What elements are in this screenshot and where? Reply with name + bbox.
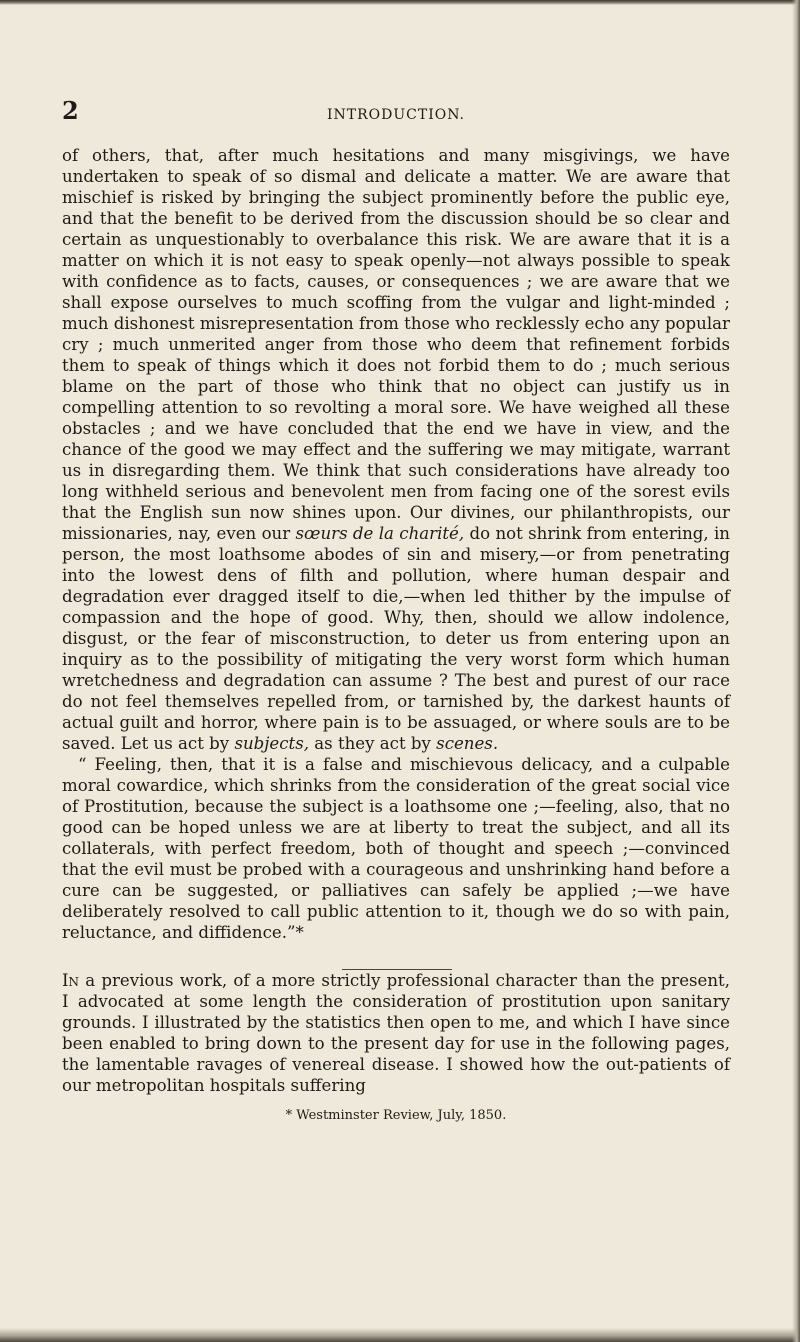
page-header: [62, 96, 730, 130]
page-edge: [0, 1328, 800, 1342]
paragraph-text: do not shrink from entering, in person, the most loathsome abodes of sin and misery,—or from penetrating into the lowest dens of filth and pollution, where human despair and degradation ever dragged itself to die,—when led thither by the impulse of compassion and the hope of good. Why, then, should we allow indolence, disgust, or the fear of misconstruction, to deter us from entering upon an inquiry as to the possibility of mitigating the very worst form which human wretchedness and degradation can assume ? The best and purest of our race do not feel themselves repelled from, or tarnished by, the darkest haunts of actual guilt and horror, where pain is to be assuaged, or where souls are to be saved. Let us act by: [62, 524, 730, 753]
paragraph-text: as they act by: [308, 734, 437, 753]
paragraph-continued: [62, 145, 730, 754]
paragraph-new-section: [62, 970, 730, 1096]
small-caps-lead: In: [62, 971, 80, 990]
italic-phrase: scenes.: [436, 734, 499, 753]
page-body: [62, 145, 730, 1124]
page-number: 2: [62, 96, 79, 125]
paragraph-text: a previous work, of a more strictly professional character than the present, I advocated at some length the consideration of prostitution upon sanitary grounds. I illustrated by the statistics then open to me, and which I have since been enabled to bring down to the present day for use in the following pages, the lamentable ravages of venereal disease. I showed how the out-patients of our metropolitan hospitals suffering: [62, 971, 730, 1095]
running-head: INTRODUCTION.: [326, 107, 466, 123]
paragraph-text: of others, that, after much hesitations and many misgivings, we have undertaken to speak of so dismal and delicate a matter. We are aware that mischief is risked by bringing the subject prominently before the public eye, and that the benefit to be derived from the discussion should be so clear and certain as unquestionably to overbalance this risk. We are aware that it is a matter on which it is not easy to speak openly—not always possible to speak with confidence as to facts, causes, or consequences ; we are aware that we shall expose ourselves to much scoffing from the vulgar and light-minded ; much dishonest misrepresentation from those who recklessly echo any popular cry ; much unmerited anger from those who deem that refinement forbids them to speak of things which it does not forbid them to do ; much serious blame on the part of those who think that no object can justify us in compelling attention to so revolting a moral sore. We have weighed all these obstacles ; and we have concluded that the end we have in view, and the chance of the good we may effect and the suffering we may mitigate, warrant us in disregarding them. We think that such considerations have already too long withheld serious and benevolent men from facing one of the sorest evils that the English sun now shines upon. Our divines, our philanthropists, our missionaries, nay, even our: [62, 146, 730, 543]
footnote: * Westminster Review, July, 1850.: [285, 1108, 507, 1123]
italic-phrase: sœurs de la charité,: [295, 524, 465, 543]
quoted-paragraph: “ Feeling, then, that it is a false and mischievous delicacy, and a culpable moral cowardice, which shrinks from the consideration of the great social vice of Prostitution, because the subject is a loathsome one ;—feeling, also, that no good can be hoped unless we are at liberty to treat the subject, and all its collaterals, with perfect freedom, both of thought and speech ;—convinced that the evil must be probed with a courageous and unshrinking hand before a cure can be suggested, or palliatives can safely be applied ;—we have deliberately resolved to call public attention to it, though we do so with pain, reluctance, and diffidence.”*: [62, 755, 730, 942]
italic-phrase: subjects,: [234, 734, 309, 753]
